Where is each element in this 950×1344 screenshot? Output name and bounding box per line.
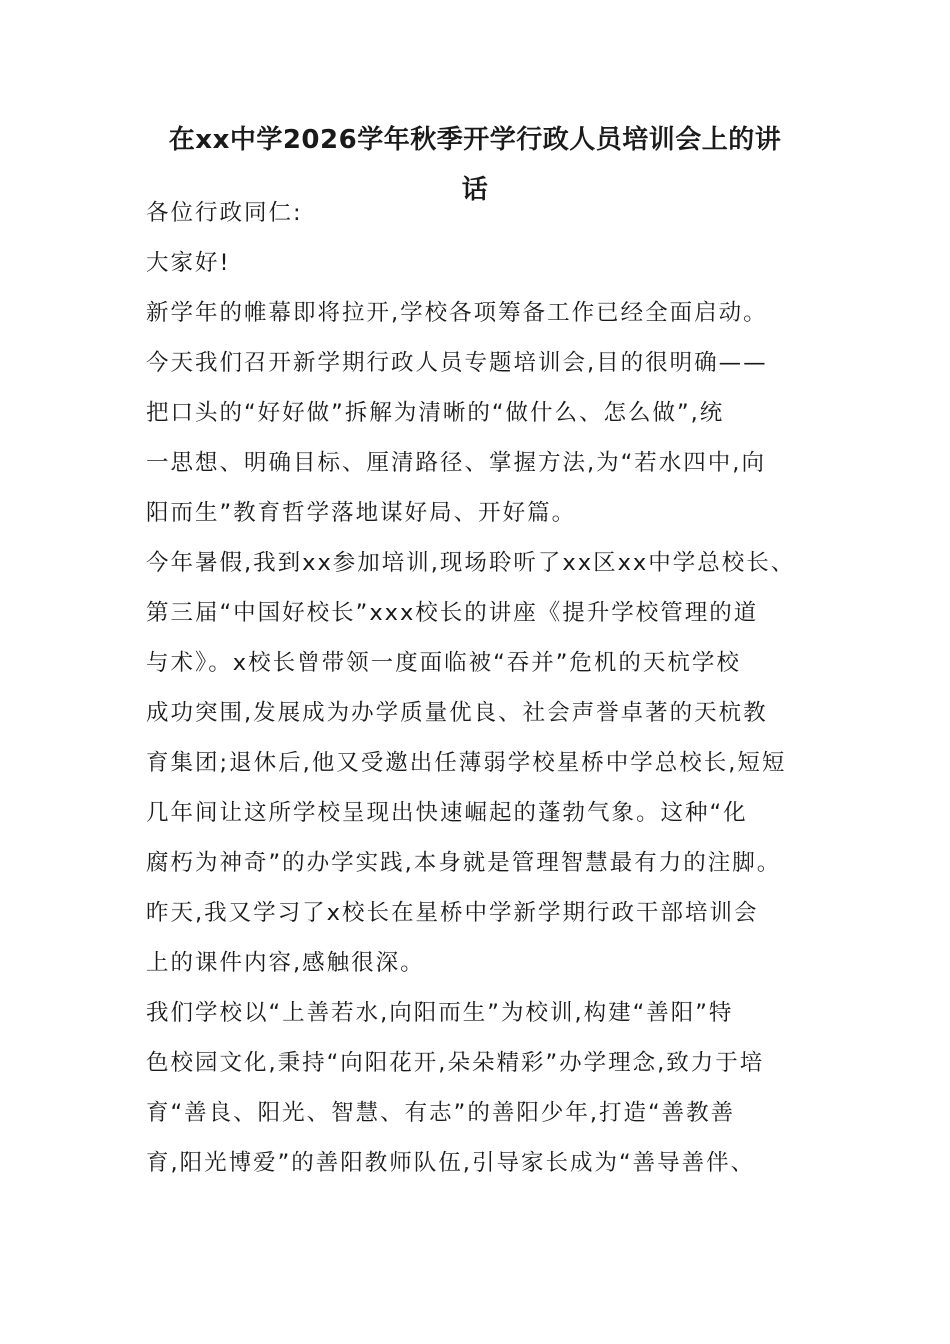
text-line: 色校园文化,秉持“向阳花开,朵朵精彩”办学理念,致力于培 [146,1050,765,1076]
text-line: 今年暑假,我到xx参加培训,现场聆听了xx区xx中学总校长、 [146,550,796,576]
title-line: 在xx中学2026学年秋季开学行政人员培训会上的讲 [168,125,782,155]
text-line: 把口头的“好好做”拆解为清晰的“做什么、怎么做”,统 [146,400,725,426]
text-line: 第三届“中国好校长”xxx校长的讲座《提升学校管理的道 [146,600,759,626]
text-line: 腐朽为神奇”的办学实践,本身就是管理智慧最有力的注脚。 [146,850,782,876]
text-line: 今天我们召开新学期行政人员专题培训会,目的很明确—— [146,350,768,376]
text-line: 上的课件内容,感触很深。 [146,950,425,976]
text-line: 新学年的帷幕即将拉开,学校各项筹备工作已经全面启动。 [146,300,768,326]
document-body [146,188,836,1188]
text-line: 阳而生”教育哲学落地谋好局、开好篇。 [146,500,577,526]
text-line: 几年间让这所学校呈现出快速崛起的蓬勃气象。这种“化 [146,800,748,826]
text-line: 育,阳光博爱”的善阳教师队伍,引导家长成为“善导善伴、 [146,1150,756,1176]
text-line: 育“善良、阳光、智慧、有志”的善阳少年,打造“善教善 [146,1100,736,1126]
text-line: 一思想、明确目标、厘清路径、掌握方法,为“若水四中,向 [146,450,766,476]
text-line: 昨天,我又学习了x校长在星桥中学新学期行政干部培训会 [146,900,759,926]
text-line: 育集团;退休后,他又受邀出任薄弱学校星桥中学总校长,短短 [146,750,787,776]
text-line: 成功突围,发展成为办学质量优良、社会声誉卓著的天杭教 [146,700,768,726]
salutation: 各位行政同仁: [146,200,303,226]
text-line: 我们学校以“上善若水,向阳而生”为校训,构建“善阳”特 [146,1000,734,1026]
title-line: 话 [461,175,489,205]
text-line: 与术》。x校长曾带领一度面临被“吞并”危机的天杭学校 [146,650,741,676]
greeting: 大家好! [146,250,231,276]
